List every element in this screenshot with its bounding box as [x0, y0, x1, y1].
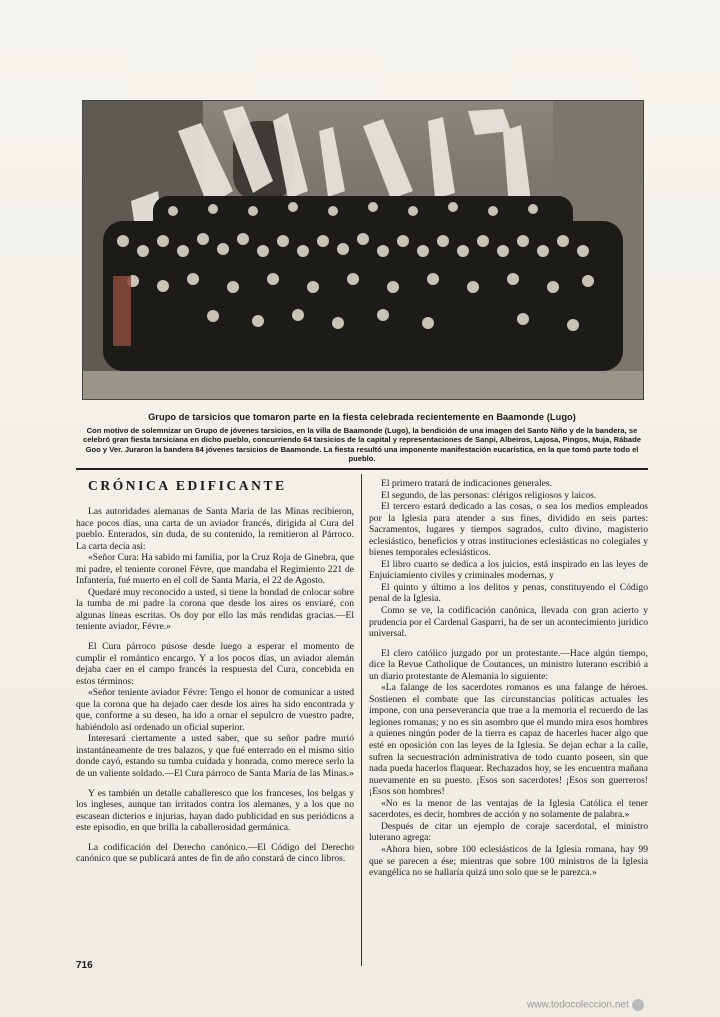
paragraph: Quedaré muy reconocido a usted, si tiene la bondad de colocar sobre la tumba de mi padre la corona que desde los aires os enviaré, con algunas líneas escritas. Os doy por ello las más rendidas gracias.—El teniente aviador, Févre.»	[76, 586, 354, 633]
paragraph: El segundo, de las personas: clérigos religiosos y laicos.	[381, 489, 597, 501]
paragraph: Interesará ciertamente a usted saber, que su señor padre murió instantáneamente de tres balazos, y que fué enterrado en el mismo sitio donde cayó, estando su tumba cuidada y honrada, como merece serlo la de un valiente soldado.—El Cura párroco de Santa María de las Minas.»	[76, 733, 354, 780]
left-column	[76, 478, 354, 865]
paragraph: El primero tratará de indicaciones generales.	[381, 478, 553, 489]
paragraph: El clero católico juzgado por un protestante.—Hace algún tiempo, dice la Revue Catholique de Coutances, un ministro luterano escribió a un diario protestante de Alemania lo siguiente:	[369, 647, 648, 682]
paragraph: El quinto y último a los delitos y penas, constituyendo el Código penal de la Iglesia.	[369, 581, 648, 605]
paragraph: Las autoridades alemanas de Santa María de las Minas recibieron, hace pocos días, una carta de un aviador francés, dirigida al Cura del pueblo. Enterados, sin duda, de su contenido, la remitieron al Párroco. La carta decía así:	[76, 506, 354, 552]
paragraph: El Cura párroco púsose desde luego a esperar el momento de cumplir el romántico encargo. Y a los pocos días, un aviador alemán dejaba caer en el campo francés la respuesta del Cura, concebida en estos términos:	[76, 641, 354, 687]
paragraph: Después de citar un ejemplo de coraje sacerdotal, el ministro luterano agrega:	[369, 820, 648, 844]
watermark-logo-icon	[632, 999, 644, 1011]
paragraph: La codificación del Derecho canónico.—El Código del Derecho canónico que se publicará antes de fin de año constará de cinco libros.	[76, 841, 354, 865]
site-watermark	[527, 999, 644, 1011]
photo-illustration	[83, 101, 643, 399]
paragraph: «No es la menor de las ventajas de la Iglesia Católica el tener sacerdotes, es decir, hombres de acción y no solamente de palabra.»	[369, 797, 648, 821]
section-divider	[76, 468, 648, 470]
column-divider	[361, 474, 362, 966]
photo-caption-body: Con motivo de solemnizar un Grupo de jóvenes tarsicios, en la villa de Baamonde (Lugo), la bendición de una imagen del Santo Niño y de la bandera, se celebró gran fiesta tarsiciana en dicho pueblo, concurriendo 64 tarsicios de la capital y representaciones de Sanpi, Albeiros, Lajosa, Pingos, Muja, Rábade Goo y Ver. Juraron la bandera 84 jóvenes tarsicios de Baamonde. La fiesta resultó una imponente manifestación eucarística, en la que tomó parte todo el pueblo.	[82, 426, 642, 464]
paragraph: Y es también un detalle caballeresco que los franceses, los belgas y los ingleses, aunque tan irritados contra los alemanes, y a los que no escasean dicterios e injurias, hayan dado publicidad en sus periódicos a este episodio, en que brilla la caballerosidad germánica.	[76, 787, 354, 834]
paragraph: El libro cuarto se dedica a los juicios, está inspirado en las leyes de Enjuiciamiento civiles y criminales modernas, y	[369, 558, 648, 582]
photo-caption-title: Grupo de tarsicios que tomaron parte en la fiesta celebrada recientemente en Baamonde (Lugo)	[148, 412, 576, 422]
watermark-text: www.todocoleccion.net	[527, 999, 629, 1011]
paragraph: «La falange de los sacerdotes romanos es una falange de héroes. Sostienen el combate que las circunstancias políticas actuales les impone, con una perseverancia que trae a la memoria el recuerdo de las legiones romanas; y no es sin asombro que el mundo mira esos hombres a quienes ningún poder de la tierra es capaz de hacerles hacer algo que esté en oposición con las leyes de la Iglesia. Se dejan echar a la calle, sufren la secuestración administrativa de todo cuanto poseen, sin que nada pueda hacerlos flaquear. Rechazados hoy, se les encuentra mañana nuevamente en su puesto. ¡Esos son sacerdotes! ¡Esos son guerreros! ¡Esos son hombres!	[369, 682, 648, 798]
group-photograph	[82, 100, 644, 400]
paragraph: «Ahora bien, sobre 100 eclesiásticos de la Iglesia romana, hay 99 que se parecen a ése; mientras que sobre 100 ministros de la Iglesia evangélica no se hallaría quizá uno solo que se le parezca.»	[369, 843, 648, 879]
paragraph: «Señor Cura: Ha sabido mi familia, por la Cruz Roja de Ginebra, que mi padre, el teniente coronel Févre, que mandaba el Regimiento 221 de Infantería, fué muerto en el coll de Santa María, el 22 de Agosto.	[76, 552, 354, 587]
page-number: 716	[76, 960, 93, 971]
paragraph: El tercero estará dedicado a las cosas, o sea los medios empleados por la Iglesia para atender a sus fines, dividido en seis partes: Sacramentos, lugares y tiempos sagrados, culto divino, magisterio eclesiástico, beneficios y otras instituciones eclesiásticas no colegiales y bienes temporales eclesiásticos.	[369, 501, 648, 559]
paragraph: Como se ve, la codificación canónica, llevada con gran acierto y prudencia por el Cardenal Gasparri, ha de ser un acontecimiento jurídico universal.	[369, 605, 648, 640]
paragraph: «Señor teniente aviador Févre: Tengo el honor de comunicar a usted que la corona que ha dejado caer desde los aires ha sido encontrada y que, conforme a su deseo, ha ido a ornar el sepulcro de vuestro padre, habiéndolo así ordenado un oficial superior.	[76, 687, 354, 733]
right-column	[369, 478, 648, 879]
section-heading: CRÓNICA EDIFICANTE	[88, 478, 287, 493]
